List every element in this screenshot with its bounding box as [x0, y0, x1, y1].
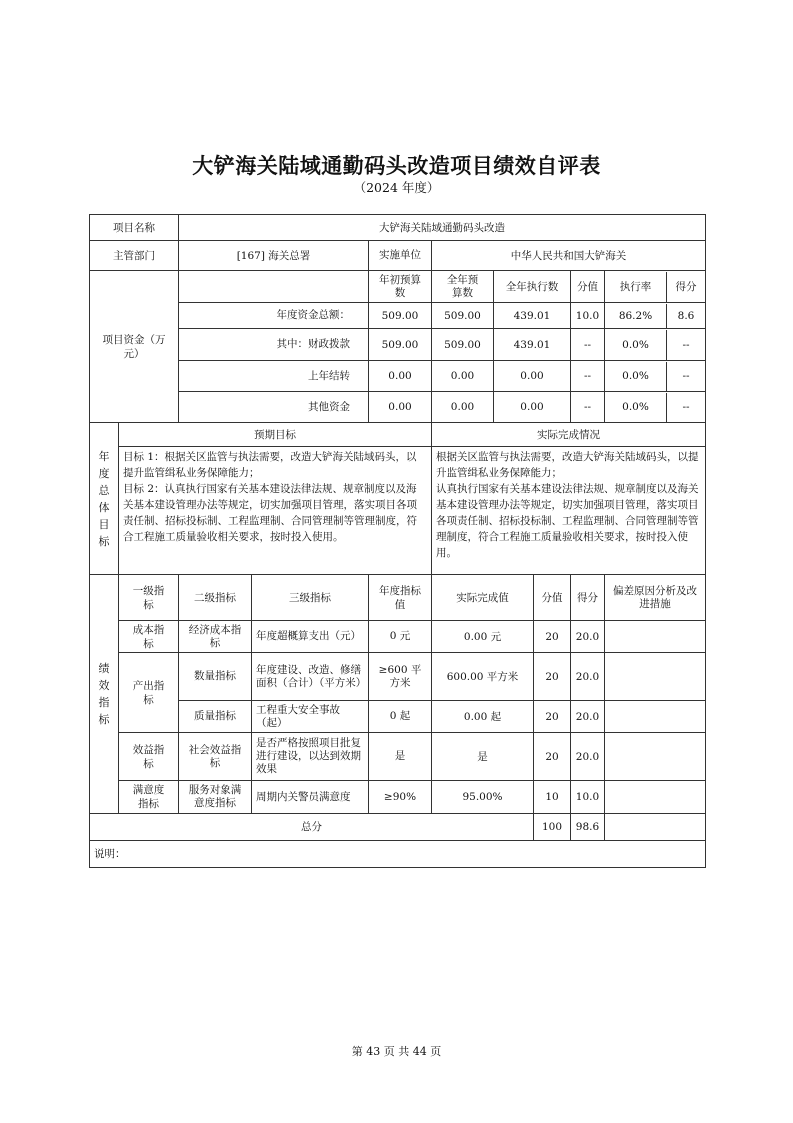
- funds-row-rate-score: [605, 329, 706, 361]
- funds-header-score: 得分: [675, 280, 697, 293]
- page-title: 大铲海关陆域通勤码头改造项目绩效自评表: [192, 154, 601, 178]
- dept-value: [167] 海关总署: [179, 241, 369, 271]
- funds-header-blank: [179, 271, 369, 303]
- impl-label: 实施单位: [369, 241, 432, 271]
- funds-row-executed: 439.01: [494, 329, 571, 361]
- ind-header-level2: 二级指标: [179, 575, 252, 621]
- goals-section-label: 年度总体目标: [90, 423, 119, 575]
- note-label: 说明：: [90, 841, 706, 868]
- ind-row-actual: 95.00%: [432, 781, 534, 814]
- ind-row-deviation: [605, 733, 706, 781]
- ind-row-level3: 年度超概算支出（元）: [252, 621, 369, 653]
- ind-header-actual: 实际完成值: [432, 575, 534, 621]
- ind-row-level3: 周期内关警员满意度: [252, 781, 369, 814]
- ind-header-score: 得分: [571, 575, 605, 621]
- ind-row-target: ≥90%: [369, 781, 432, 814]
- funds-row-score: --: [682, 338, 690, 351]
- ind-row-target: 0 元: [369, 621, 432, 653]
- ind-row-target: ≥600 平方米: [369, 653, 432, 701]
- ind-row-target: 是: [369, 733, 432, 781]
- funds-row-rate-score: [605, 361, 706, 392]
- funds-row-score-value: --: [571, 361, 605, 392]
- ind-row-level3: 工程重大安全事故（起）: [252, 701, 369, 733]
- ind-row-level3: 年度建设、改造、修缮面积（合计）（平方米）: [252, 653, 369, 701]
- ind-row-level3: 是否严格按照项目批复进行建设，以达到效期效果: [252, 733, 369, 781]
- total-blank: [605, 814, 706, 841]
- funds-row-score: --: [682, 401, 690, 413]
- goals-expected-text: 目标 1：根据关区监管与执法需要，改造大铲海关陆域码头，以提升监管缉私业务保障能力； 目标 2：认真执行国家有关基本建设法律法规、规章制度以及海关基本建设管理办法等规定，切实加强项目管理，落实项目各项责任制、招标投标制、工程监理制、合同管理制等管理制度，符合工程施工质量验收相关要求，按时投入使用。: [119, 447, 432, 575]
- funds-row-label: 其中：财政拨款: [179, 329, 369, 361]
- project-name-value: 大铲海关陆域通勤码头改造: [179, 215, 706, 241]
- ind-row-score-value: 20: [534, 653, 571, 701]
- funds-row-label: 上年结转: [179, 361, 369, 392]
- funds-row-score-value: --: [571, 329, 605, 361]
- ind-row-score-value: 20: [534, 701, 571, 733]
- ind-row-actual: 0.00 元: [432, 621, 534, 653]
- impl-value: 中华人民共和国大铲海关: [432, 241, 706, 271]
- ind-header-target: 年度指标值: [369, 575, 432, 621]
- funds-header-annual: 全年预算数: [432, 271, 494, 303]
- ind-row-deviation: [605, 653, 706, 701]
- funds-row-label: 其他资金: [179, 392, 369, 423]
- ind-row-score-value: 20: [534, 621, 571, 653]
- page-subtitle: （2024 年度）: [353, 180, 440, 195]
- self-evaluation-table: [89, 214, 706, 868]
- ind-row-actual: 是: [432, 733, 534, 781]
- funds-row-executed: 439.01: [494, 303, 571, 329]
- funds-header-score-value: 分值: [571, 271, 605, 303]
- funds-row-rate: 0.0%: [605, 362, 667, 391]
- funds-row-label: 年度资金总额：: [179, 303, 369, 329]
- funds-row-score: --: [682, 370, 690, 382]
- ind-row-level2: 数量指标: [179, 653, 252, 701]
- ind-row-level2: 质量指标: [179, 701, 252, 733]
- funds-header-initial: 年初预算数: [369, 271, 432, 303]
- funds-header-executed: 全年执行数: [494, 271, 571, 303]
- dept-label: 主管部门: [90, 241, 179, 271]
- funds-row-initial: 0.00: [369, 392, 432, 423]
- indicators-section-label: 绩效指标: [90, 575, 119, 814]
- ind-row-score: 20.0: [571, 701, 605, 733]
- ind-row-level1: 成本指标: [119, 621, 179, 653]
- ind-header-level1: 一级指标: [119, 575, 179, 621]
- total-label: 总分: [90, 814, 534, 841]
- ind-row-score: 20.0: [571, 733, 605, 781]
- funds-header-rate: 执行率: [605, 272, 667, 302]
- ind-row-target: 0 起: [369, 701, 432, 733]
- funds-row-rate: 0.0%: [605, 330, 667, 360]
- ind-header-score-value: 分值: [534, 575, 571, 621]
- funds-section-label: 项目资金（万元）: [90, 271, 179, 423]
- page-footer: 第 43 页 共 44 页: [351, 1045, 442, 1058]
- ind-row-level2: 社会效益指标: [179, 733, 252, 781]
- funds-row-annual: 509.00: [432, 303, 494, 329]
- ind-row-score: 20.0: [571, 621, 605, 653]
- ind-row-score-value: 10: [534, 781, 571, 814]
- ind-row-deviation: [605, 781, 706, 814]
- ind-row-deviation: [605, 701, 706, 733]
- funds-row-rate: 0.0%: [605, 393, 667, 422]
- ind-row-score-value: 20: [534, 733, 571, 781]
- funds-row-initial: 509.00: [369, 329, 432, 361]
- ind-row-level1: 效益指标: [119, 733, 179, 781]
- funds-header-rate-score: [605, 271, 706, 303]
- project-name-label: 项目名称: [90, 215, 179, 241]
- funds-row-rate-score: [605, 303, 706, 329]
- ind-row-level1: 满意度指标: [119, 781, 179, 814]
- funds-row-initial: 0.00: [369, 361, 432, 392]
- funds-row-annual: 0.00: [432, 361, 494, 392]
- ind-row-level2: 服务对象满意度指标: [179, 781, 252, 814]
- ind-row-score: 10.0: [571, 781, 605, 814]
- funds-row-annual: 509.00: [432, 329, 494, 361]
- total-score: 98.6: [571, 814, 605, 841]
- ind-header-level3: 三级指标: [252, 575, 369, 621]
- funds-row-annual: 0.00: [432, 392, 494, 423]
- ind-row-actual: 600.00 平方米: [432, 653, 534, 701]
- funds-row-executed: 0.00: [494, 392, 571, 423]
- ind-row-level2: 经济成本指标: [179, 621, 252, 653]
- goals-actual-text: 根据关区监管与执法需要，改造大铲海关陆域码头，以提升监管缉私业务保障能力； 认真执行国家有关基本建设法律法规、规章制度以及海关基本建设管理办法等规定，切实加强项目管理，落实项目各项责任制、招标投标制、工程监理制、合同管理制等管理制度，符合工程施工质量验收相关要求，按时投入使用。: [432, 447, 706, 575]
- funds-row-rate-score: [605, 392, 706, 423]
- ind-row-score: 20.0: [571, 653, 605, 701]
- funds-row-score: 8.6: [677, 309, 695, 322]
- ind-row-deviation: [605, 621, 706, 653]
- goals-actual-header: 实际完成情况: [432, 423, 706, 447]
- funds-row-score-value: --: [571, 392, 605, 423]
- total-value: 100: [534, 814, 571, 841]
- ind-row-actual: 0.00 起: [432, 701, 534, 733]
- funds-row-rate: 86.2%: [605, 304, 667, 328]
- ind-header-deviation: 偏差原因分析及改进措施: [605, 575, 706, 621]
- funds-row-executed: 0.00: [494, 361, 571, 392]
- ind-row-level1: 产出指标: [119, 653, 179, 733]
- funds-row-initial: 509.00: [369, 303, 432, 329]
- goals-expected-header: 预期目标: [119, 423, 432, 447]
- funds-row-score-value: 10.0: [571, 303, 605, 329]
